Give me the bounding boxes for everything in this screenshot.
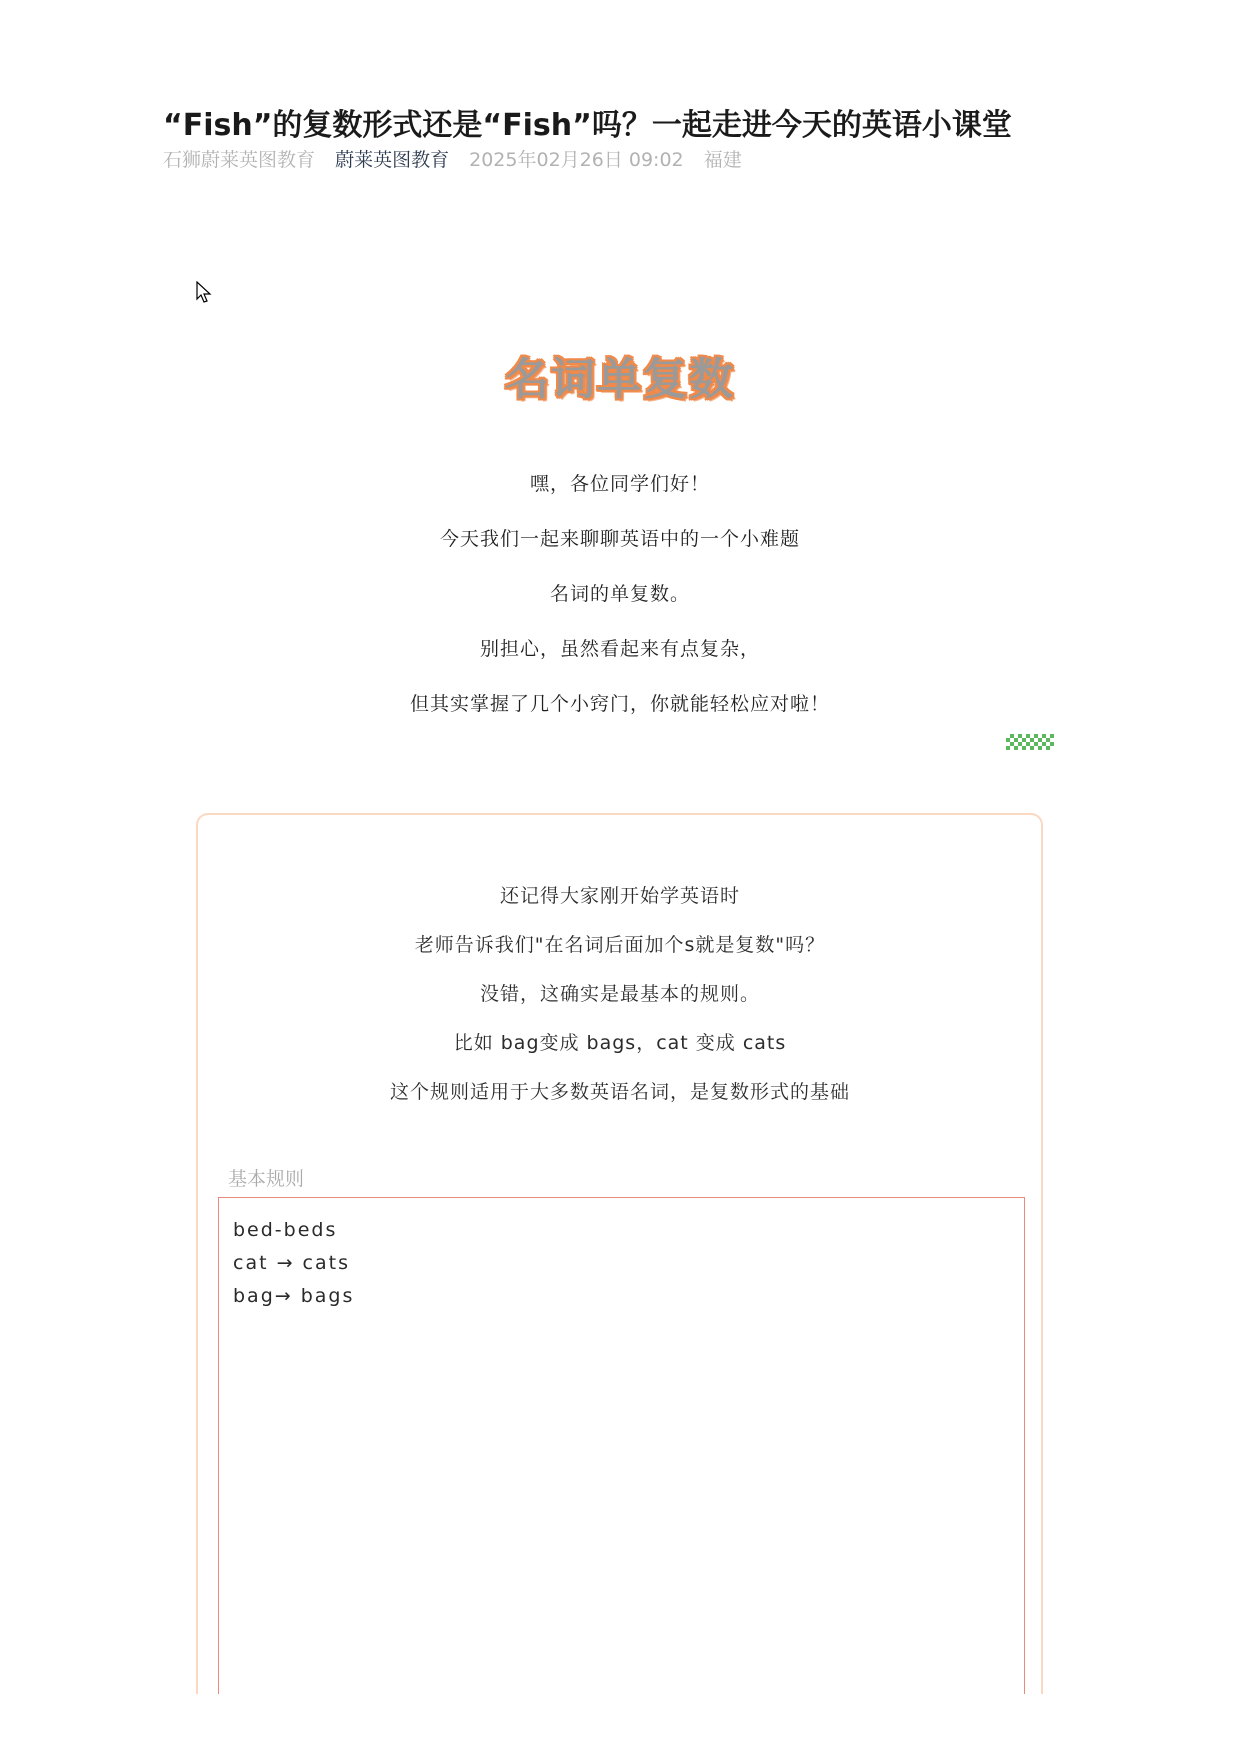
publish-datetime: 2025年02月26日 09:02 (469, 149, 684, 171)
intro-line: 名词的单复数。 (549, 583, 690, 605)
rule-example: bag→ bags (233, 1285, 355, 1307)
publish-location: 福建 (703, 149, 742, 171)
card-line: 这个规则适用于大多数英语名词，是复数形式的基础 (389, 1081, 850, 1103)
account-name-link[interactable]: 蔚莱英图教育 (335, 149, 450, 171)
article-meta (163, 146, 756, 174)
article-title: “Fish”的复数形式还是“Fish”吗？一起走进今天的英语小课堂 (163, 108, 1012, 144)
intro-line: 嘿，各位同学们好！ (529, 473, 710, 495)
intro-line: 别担心，虽然看起来有点复杂， (479, 638, 760, 660)
card-line: 比如 bag变成 bags，cat 变成 cats (453, 1032, 787, 1054)
mouse-cursor-icon (196, 281, 216, 305)
card-line: 老师告诉我们"在名词后面加个s就是复数"吗？ (414, 934, 826, 956)
card-line: 没错，这确实是最基本的规则。 (479, 983, 760, 1005)
intro-line: 但其实掌握了几个小窍门，你就能轻松应对啦！ (409, 693, 830, 715)
intro-text (0, 470, 1240, 745)
article-source: 石狮蔚莱英图教育 (163, 149, 316, 171)
intro-line: 今天我们一起来聊聊英语中的一个小难题 (439, 528, 800, 550)
rule-example: cat → cats (233, 1252, 350, 1274)
page-bottom-margin (0, 1694, 1240, 1754)
section-heading: 名词单复数 (505, 354, 735, 405)
green-checker-icon (1006, 734, 1054, 750)
card-line: 还记得大家刚开始学英语时 (499, 885, 740, 907)
rule-example: bed-beds (233, 1219, 338, 1241)
card-text (0, 882, 1240, 1127)
rule-examples-box (218, 1197, 1025, 1717)
rule-section-label: 基本规则 (228, 1168, 305, 1190)
